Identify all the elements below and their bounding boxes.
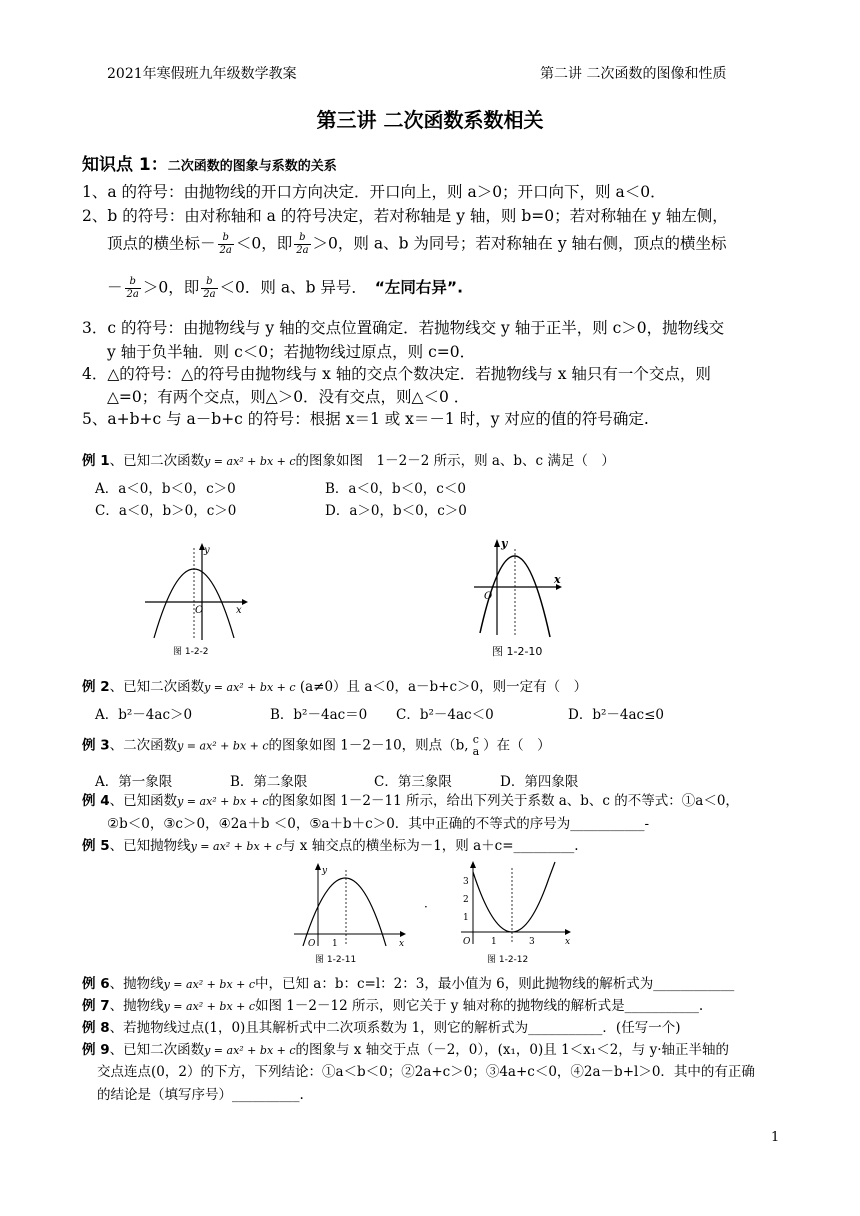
y-axis-arrow [470, 861, 476, 868]
text-segment: 、已知二次函数 [109, 679, 205, 695]
fraction-b-over-2a [294, 232, 310, 257]
text-segment: 、若抛物线过点(1，0)且其解析式中二次项系数为 1，则它的解析式为___________．(任写一个) [109, 1020, 681, 1036]
ex3-option-c: C．第三象限 [374, 774, 452, 790]
parabola-right-arm [549, 862, 555, 878]
point-5: 5、a+b+c 与 a－b+c 的符号：根据 x＝1 或 x＝－1 时，y 对应的值的符号确定. [82, 410, 649, 428]
text-segment: 如图 1－2－12 所示，则它关于 y 轴对称的抛物线的解析式是___________. [255, 998, 704, 1014]
fraction-denominator: 2a [219, 245, 232, 256]
tick-label-1: 1 [463, 913, 469, 923]
y-axis-label: y [501, 537, 508, 550]
example-5 [82, 837, 579, 856]
example-label: 例 6 [82, 976, 110, 992]
text-segment: 、抛物线 [109, 998, 164, 1014]
fraction-c-over-a [471, 734, 482, 758]
example-9-line-3: 的结论是（填写序号）__________. [97, 1087, 304, 1103]
x-axis-label: x [554, 573, 561, 586]
fraction-b-over-2a [218, 232, 234, 257]
tick-label-2: 2 [463, 895, 469, 905]
text-segment: 、二次函数 [109, 737, 178, 754]
example-label: 例 2 [82, 679, 110, 695]
text-segment: － [107, 278, 123, 297]
point-3-line-1: 3．c 的符号：由抛物线与 y 轴的交点位置确定．若抛物线交 y 轴于正半，则 c＞0，抛物线交 [82, 319, 725, 337]
fraction-denominator: 2a [126, 289, 139, 300]
ex1-option-c: C．a＜0，b＞0，c＞0 [95, 503, 237, 519]
example-label: 例 7 [82, 998, 110, 1014]
text-segment: ＞0，即 [142, 278, 200, 297]
y-axis-label: y [204, 545, 210, 556]
quadratic-formula: y = ax² + bx + c [163, 1000, 256, 1013]
fraction-numerator: b [218, 232, 234, 245]
quadratic-formula: y = ax² + bx + c [204, 681, 296, 694]
fraction-denominator: 2a [203, 289, 216, 300]
knowledge-topic: 二次函数的图象与系数的关系 [167, 159, 337, 174]
knowledge-point-heading [82, 150, 337, 175]
figure-1-2-10-caption: 图 1-2-10 [492, 645, 543, 658]
text-segment: ＜0．则 a、b 异号． [219, 278, 360, 297]
text-segment: 、已知抛物线 [109, 838, 191, 854]
example-9 [82, 1041, 729, 1060]
example-label: 例 5 [82, 838, 110, 854]
example-8 [82, 1019, 680, 1038]
quadratic-formula: y = ax² + bx + c [204, 455, 296, 468]
fraction-denominator: a [472, 745, 480, 758]
example-label: 例 3 [82, 737, 110, 754]
example-label: 例 1 [82, 453, 110, 469]
fraction-numerator: b [125, 276, 141, 289]
point-2-line-1: 2、b 的符号：由对称轴和 a 的符号决定，若对称轴是 y 轴，则 b=0；若对称轴在 y 轴左侧， [82, 207, 728, 225]
text-segment: 的图象如图 1－2－11 所示，给出下列关于系数 a、b、c 的不等式：①a＜0， [268, 793, 739, 809]
x-axis-label: x [236, 605, 242, 616]
x-axis-arrow [242, 599, 248, 605]
page-title: 第三讲 二次函数系数相关 [316, 108, 544, 132]
text-segment: 、已知二次函数 [109, 453, 205, 469]
example-1 [82, 452, 615, 471]
tick-label-3: 3 [463, 877, 469, 887]
emphasis-phrase: “左同右异”. [374, 278, 463, 297]
x-axis-arrow [565, 929, 571, 935]
origin-label: O [463, 937, 471, 947]
ex3-option-b: B．第二象限 [230, 774, 308, 790]
point-4-line-2: △=0；有两个交点，则△＞0．没有交点，则△＜0 ． [107, 388, 470, 406]
knowledge-label: 知识点 1： [82, 155, 168, 175]
x-axis-label: x [565, 937, 571, 947]
quadratic-formula: y = ax² + bx + c [163, 978, 256, 991]
ex1-option-b: B．a＜0，b＜0，c＜0 [325, 481, 466, 497]
text-segment: ＜0，即 [235, 234, 293, 253]
text-segment: (a≠0）且 a＜0，a－b+c＞0，则一定有（ ） [299, 679, 588, 695]
point-3-line-2: y 轴于负半轴．则 c＜0；若抛物线过原点，则 c=0． [107, 343, 476, 361]
ex2-option-b: B．b²－4ac＝0 [270, 707, 368, 723]
figure-1-2-11-caption: 图 1-2-11 [315, 955, 357, 965]
fraction-numerator: b [294, 232, 310, 245]
example-4 [82, 792, 739, 811]
ex3-option-d: D．第四象限 [500, 774, 579, 790]
ex3-option-a: A．第一象限 [95, 774, 173, 790]
text-segment: 、已知二次函数 [109, 1042, 205, 1058]
text-segment: 的图象如图 1－2－2 所示，则 a、b、c 满足（ ） [295, 453, 615, 469]
point-2-line-2 [107, 232, 727, 257]
stray-dot: · [424, 900, 428, 914]
example-4-line-2: ②b＜0，③c＞0，④2a＋b ＜0，⑤a＋b＋c＞0．其中正确的不等式的序号为___________- [107, 816, 650, 832]
fraction-numerator: c [472, 733, 479, 746]
header-right: 第二讲 二次函数的图像和性质 [540, 66, 727, 82]
example-label: 例 8 [82, 1020, 110, 1036]
ex2-option-c: C．b²－4ac＜0 [396, 707, 494, 723]
ex2-option-d: D．b²－4ac≤0 [568, 707, 664, 723]
ex2-option-a: A．b²－4ac＞0 [95, 707, 193, 723]
fraction-denominator: 2a [296, 245, 309, 256]
y-axis-arrow [494, 539, 500, 547]
fraction-b-over-2a [201, 276, 217, 301]
text-segment: 与 x 轴交点的横坐标为－1，则 a＋c=_________. [282, 838, 579, 854]
example-9-line-2: 交点连点(0，2）的下方，下列结论：①a＜b＜0；②2a+c＞0；③4a+c＜0，④2a－b+l＞0．其中的有正确 [97, 1064, 755, 1080]
x-axis-arrow [400, 931, 406, 937]
x-tick-label-3: 3 [529, 937, 535, 947]
parabola [303, 878, 386, 946]
ex1-option-d: D．a＞0，b＜0，c＞0 [325, 503, 467, 519]
x-axis-label: x [399, 939, 405, 949]
y-axis-label: y [322, 866, 328, 876]
example-3 [82, 734, 551, 758]
figure-1-2-2-caption: 图 1-2-2 [173, 647, 209, 657]
fraction-numerator: b [201, 276, 217, 289]
origin-label: O [195, 605, 204, 616]
header-left: 2021年寒假班九年级数学教案 [107, 66, 297, 82]
figure-1-2-10 [470, 535, 575, 645]
example-7 [82, 997, 703, 1016]
quadratic-formula: y = ax² + bx + c [177, 795, 269, 808]
point-4-line-1: 4．△的符号：△的符号由抛物线与 x 轴的交点个数决定．若抛物线与 x 轴只有一个交点，则 [82, 365, 711, 383]
figure-1-2-2 [140, 540, 250, 655]
figure-1-2-12 [455, 858, 575, 953]
text-segment: 中，已知 a：b：c=l：2：3，最小值为 6，则此抛物线的解析式为____________ [255, 976, 735, 992]
point-1: 1、a 的符号：由抛物线的开口方向决定．开口向上，则 a＞0；开口向下，则 a＜0． [82, 183, 666, 201]
page-number: 1 [771, 1130, 780, 1145]
quadratic-formula: y = ax² + bx + c [190, 840, 283, 853]
example-label: 例 9 [82, 1042, 110, 1058]
ex1-option-a: A．a＜0，b＜0，c＞0 [95, 481, 236, 497]
text-segment: 、已知函数 [109, 793, 178, 809]
text-segment: 顶点的横坐标－ [107, 234, 216, 253]
point-2-line-3 [107, 276, 463, 301]
quadratic-formula: y = ax² + bx + c [204, 1044, 296, 1057]
x-tick-label-1: 1 [491, 937, 497, 947]
origin-label: O [484, 591, 493, 602]
example-6 [82, 975, 734, 994]
text-segment: 的图象如图 1－2－10，则点（b, [268, 737, 469, 754]
example-2 [82, 678, 587, 697]
quadratic-formula: y = ax² + bx + c [177, 739, 269, 753]
figure-1-2-12-caption: 图 1-2-12 [487, 955, 529, 965]
example-label: 例 4 [82, 793, 110, 809]
fraction-b-over-2a [125, 276, 141, 301]
parabola [154, 569, 234, 638]
text-segment: 、抛物线 [109, 976, 164, 992]
text-segment: ）在（ ） [483, 737, 551, 754]
tick-label-1: 1 [332, 939, 338, 949]
text-segment: 的图象与 x 轴交于点（－2，0），(x₁，0)且 1＜x₁＜2，与 y·轴正半轴的 [295, 1042, 729, 1058]
figure-1-2-11 [288, 860, 413, 952]
origin-label: O [308, 939, 316, 949]
text-segment: ＞0，则 a、b 为同号；若对称轴在 y 轴右侧，顶点的横坐标 [312, 234, 727, 253]
y-axis-arrow [315, 863, 321, 870]
